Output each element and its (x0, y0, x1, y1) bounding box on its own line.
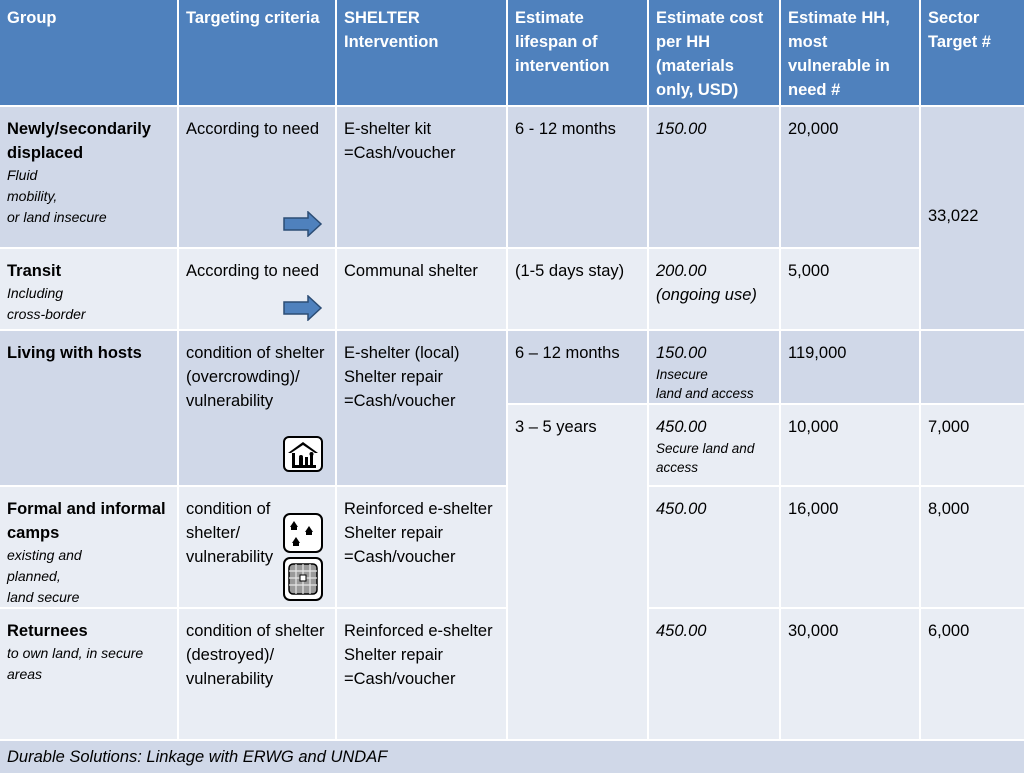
group-name: Living with hosts (7, 344, 142, 362)
intervention-cell-hosts (337, 331, 506, 485)
intervention-line: E-shelter kit (344, 120, 432, 138)
group-note: Fluid (7, 167, 38, 183)
cost-cell-transit (649, 249, 779, 329)
header-cost: Estimate cost per HH (materials only, USD) (649, 0, 779, 105)
right-arrow-icon (283, 295, 323, 321)
group-note: cross-border (7, 306, 86, 322)
cost-note: Secure land and access (656, 441, 755, 475)
intervention-cell-transit: Communal shelter (337, 249, 506, 329)
header-group: Group (0, 0, 177, 105)
intervention-line: Reinforced e-shelter (344, 500, 493, 518)
target-cell-returnees: 6,000 (921, 609, 1024, 739)
cost-value: 200.00 (656, 262, 707, 280)
group-note: existing and (7, 547, 82, 563)
hh-cell-newly: 20,000 (781, 107, 919, 247)
group-note: planned, (7, 568, 61, 584)
group-cell-hosts (0, 331, 177, 485)
cost-value: 450.00 (656, 500, 707, 518)
hh-cell-hosts-a: 119,000 (781, 331, 919, 403)
tents-icon (283, 513, 323, 553)
target-cell-camps: 8,000 (921, 487, 1024, 607)
lifespan-cell-transit: (1-5 days stay) (508, 249, 647, 329)
lifespan-cell-newly: 6 - 12 months (508, 107, 647, 247)
targeting-cell-transit (179, 249, 335, 329)
group-cell-newly (0, 107, 177, 247)
header-targeting: Targeting criteria (179, 0, 335, 105)
hh-cell-returnees: 30,000 (781, 609, 919, 739)
cost-cell-camps (649, 487, 779, 607)
targeting-text: condition of shelter (overcrowding)/ vulnerability (186, 344, 325, 410)
cost-cell-newly (649, 107, 779, 247)
intervention-line: Reinforced e-shelter (344, 622, 493, 640)
group-cell-transit (0, 249, 177, 329)
targeting-cell-returnees: condition of shelter (destroyed)/ vulnerability (179, 609, 335, 739)
intervention-cell-returnees (337, 609, 506, 739)
header-lifespan: Estimate lifespan of intervention (508, 0, 647, 105)
targeting-text: According to need (186, 262, 320, 280)
group-name: Returnees (7, 622, 88, 640)
cost-cell-hosts-b (649, 405, 779, 485)
cost-note: land and access (656, 386, 754, 401)
hh-cell-camps: 16,000 (781, 487, 919, 607)
intervention-cell-newly (337, 107, 506, 247)
lifespan-cell-hosts-a: 6 – 12 months (508, 331, 647, 403)
hh-cell-hosts-b: 10,000 (781, 405, 919, 485)
cost-cell-hosts-a (649, 331, 779, 403)
cost-note: Insecure (656, 367, 708, 382)
house-icon (283, 436, 323, 472)
target-cell-hosts-b: 7,000 (921, 405, 1024, 485)
cost-cell-returnees (649, 609, 779, 739)
intervention-line: Shelter repair (344, 524, 444, 542)
cost-note: (ongoing use) (656, 286, 757, 304)
group-name: Formal and informal camps (7, 500, 166, 542)
cost-value: 450.00 (656, 418, 707, 436)
target-cell-hosts-a (921, 331, 1024, 403)
targeting-text: According to need (186, 120, 320, 138)
intervention-line: =Cash/voucher (344, 144, 456, 162)
intervention-line: =Cash/voucher (344, 392, 456, 410)
group-name: Newly/secondarily displaced (7, 120, 151, 162)
intervention-line: E-shelter (local) (344, 344, 460, 362)
camp-map-icon (283, 557, 323, 601)
intervention-line: Shelter repair (344, 646, 444, 664)
targeting-cell-hosts (179, 331, 335, 485)
group-note: mobility, (7, 188, 58, 204)
targeting-text: condition of shelter/ vulnerability (186, 500, 274, 566)
intervention-line: Shelter repair (344, 368, 444, 386)
sector-target-merged: 33,022 (921, 107, 1024, 329)
intervention-line: =Cash/voucher (344, 670, 456, 688)
group-cell-camps (0, 487, 177, 607)
group-cell-returnees (0, 609, 177, 739)
cost-value: 150.00 (656, 344, 707, 362)
lifespan-cell-durable: 3 – 5 years (508, 405, 647, 739)
header-target: Sector Target # (921, 0, 1024, 105)
group-note: to own land, in secure areas (7, 645, 144, 682)
intervention-cell-camps (337, 487, 506, 607)
group-name: Transit (7, 262, 62, 280)
intervention-line: =Cash/voucher (344, 548, 456, 566)
targeting-cell-newly (179, 107, 335, 247)
targeting-cell-camps (179, 487, 335, 607)
header-intervention: SHELTER Intervention (337, 0, 506, 105)
group-note: Including (7, 285, 64, 301)
footer-durable-solutions: Durable Solutions: Linkage with ERWG and UNDAF (0, 741, 1024, 773)
right-arrow-icon (283, 211, 323, 237)
cost-value: 150.00 (656, 120, 707, 138)
hh-cell-transit: 5,000 (781, 249, 919, 329)
group-note: land secure (7, 589, 80, 605)
cost-value: 450.00 (656, 622, 707, 640)
header-hh: Estimate HH, most vulnerable in need # (781, 0, 919, 105)
group-note: or land insecure (7, 209, 107, 225)
